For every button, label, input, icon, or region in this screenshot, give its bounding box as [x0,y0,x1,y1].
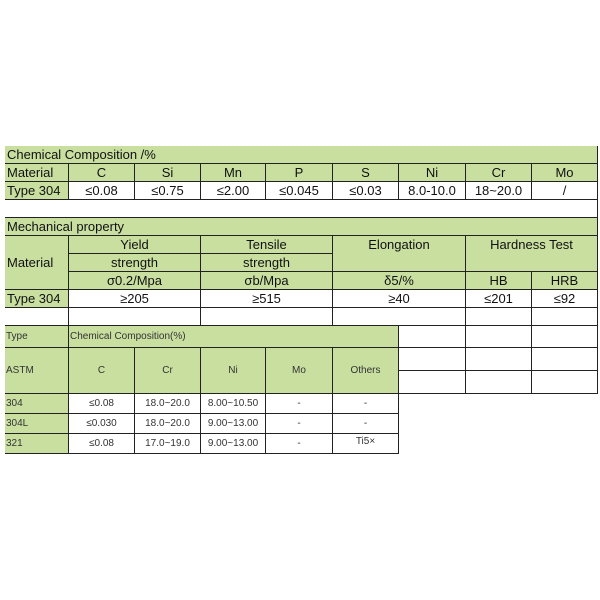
chem2-type-label: Type [5,326,69,348]
chem1-value-cr: 18~20.0 [466,182,532,200]
mech-unit-yield: σ0.2/Mpa [69,272,201,290]
mech-header-material: Material [5,236,69,290]
chem2-grade-321: 321 [5,434,69,454]
empty-cell [333,308,466,326]
chem2-304-cr: 18.0~20.0 [135,394,201,414]
mech-header-hardness: Hardness Test [466,236,598,272]
empty-cell [399,326,466,348]
empty-cell [201,308,333,326]
chem2-304-others: - [333,394,399,414]
chem2-321-c: ≤0.08 [69,434,135,454]
chem2-grade-304l: 304L [5,414,69,434]
chem2-title: Chemical Composition(%) [69,326,399,348]
chem2-321-cr: 17.0~19.0 [135,434,201,454]
empty-cell [399,348,466,371]
chem1-header-si: Si [135,164,201,182]
chem1-header-material: Material [5,164,69,182]
mech-header-tensile: Tensile [201,236,333,254]
empty-cell [532,348,598,371]
chem1-header-mn: Mn [201,164,266,182]
chem1-value-c: ≤0.08 [69,182,135,200]
mech-value-yield: ≥205 [69,290,201,308]
empty-cell [69,308,201,326]
chem2-header-cr: Cr [135,348,201,394]
chem2-321-others: Ti5× [333,434,399,454]
chem1-header-cr: Cr [466,164,532,182]
empty-cell [532,326,598,348]
mech-header-yield-line2: strength [69,254,201,272]
empty-cell [532,371,598,394]
chem1-value-mn: ≤2.00 [201,182,266,200]
empty-cell [466,371,532,394]
chem1-value-s: ≤0.03 [333,182,399,200]
chem2-header-mo: Mo [266,348,333,394]
mech-value-tensile: ≥515 [201,290,333,308]
mech-header-tensile-line2: strength [201,254,333,272]
spreadsheet-table [5,146,598,454]
spacer-row [5,200,598,218]
mech-unit-tensile: σb/Mpa [201,272,333,290]
chem2-304-mo: - [266,394,333,414]
empty-cell [466,308,532,326]
chem1-value-ni: 8.0-10.0 [399,182,466,200]
mech-header-elongation: Elongation [333,236,466,272]
empty-cell [466,348,532,371]
chem2-astm-label: ASTM [5,348,69,394]
chem2-304l-c: ≤0.030 [69,414,135,434]
chem2-321-mo: - [266,434,333,454]
chem2-304l-others: - [333,414,399,434]
chem1-title: Chemical Composition /% [5,146,598,164]
chem2-grade-304: 304 [5,394,69,414]
chem1-header-p: P [266,164,333,182]
chem1-header-c: C [69,164,135,182]
mech-value-hb: ≤201 [466,290,532,308]
chem1-row-material: Type 304 [5,182,69,200]
chem2-304l-mo: - [266,414,333,434]
mech-value-elongation: ≥40 [333,290,466,308]
mech-header-yield: Yield [69,236,201,254]
chem1-header-ni: Ni [399,164,466,182]
empty-cell [5,308,69,326]
mech-unit-elongation: δ5/% [333,272,466,290]
mech-title: Mechanical property [5,218,598,236]
chem2-header-c: C [69,348,135,394]
empty-cell [466,326,532,348]
chem2-header-ni: Ni [201,348,266,394]
empty-cell [532,308,598,326]
chem2-304-c: ≤0.08 [69,394,135,414]
chem1-value-mo: / [532,182,598,200]
mech-value-hrb: ≤92 [532,290,598,308]
mech-header-hb: HB [466,272,532,290]
mech-row-material: Type 304 [5,290,69,308]
chem2-header-others: Others [333,348,399,394]
chem1-header-mo: Mo [532,164,598,182]
mech-header-hrb: HRB [532,272,598,290]
empty-cell [399,371,466,394]
chem1-value-p: ≤0.045 [266,182,333,200]
chem2-304-ni: 8.00~10.50 [201,394,266,414]
chem1-value-si: ≤0.75 [135,182,201,200]
chem2-321-ni: 9.00~13.00 [201,434,266,454]
chem1-header-s: S [333,164,399,182]
chem2-304l-ni: 9.00~13.00 [201,414,266,434]
chem2-304l-cr: 18.0~20.0 [135,414,201,434]
